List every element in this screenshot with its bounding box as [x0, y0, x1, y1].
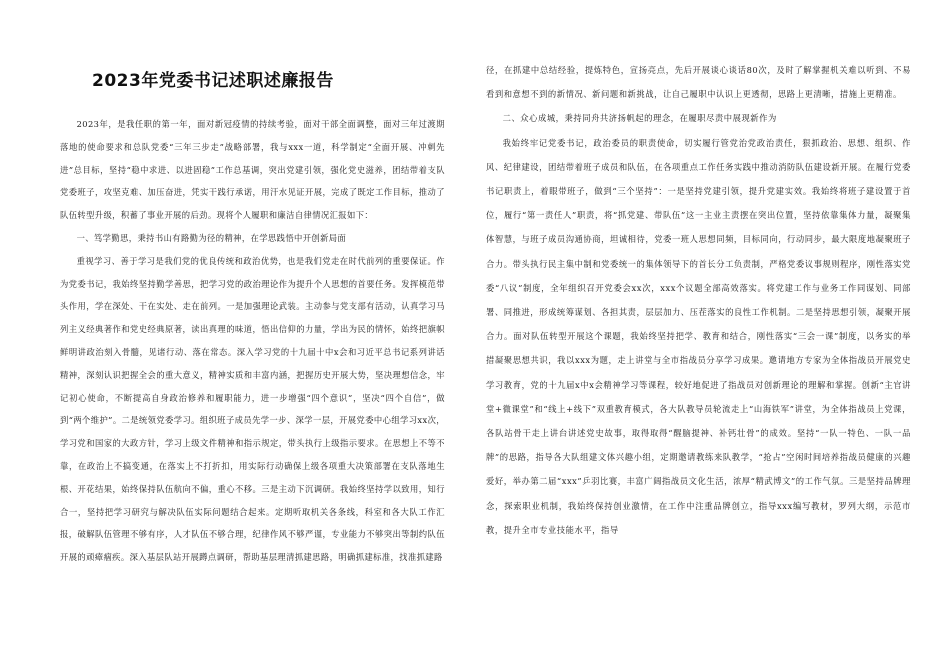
right-column	[486, 58, 911, 672]
paragraph-study: 重视学习、善于学习是我们党的优良传统和政治优势，也是我们党走在时代前列的重要保证。作为党委书记，我始终坚持勤学善思，把学习党的政治理论作为提升个人思想的首要任务。发挥模范带头作用，学在深处、干在实处、走在前列。一是加强理论武装。主动参与党支部有活动，认真学习马列主义经典著作和党史经典原著，读出真理的味道，悟出信仰的力量，学出为民的情怀，始终把旗帜鲜明讲政治刻入骨髓，见诸行动、落在常态。深入学习党的十九届十中x会和习近平总书记系列讲话精神，深刻认识把握全会的重大意义，精神实质和丰富内涵，把握历史开展大势，坚决理想信念，牢记初心使命，不断提高自身政治修养和履职能力，进一步增强“四个意识”，坚决“四个自信”，做到“两个维护”。二是统领党委学习。组织班子成员先学一步、深学一层，开展党委中心组学习xx次，学习党和国家的大政方针，学习上级文件精神和指示规定，带头执行上级指示要求。在思想上不等不靠，在政治上不搞变通，在落实上不打折扣，用实际行动确保上级各项重大决策部署在支队落地生根、开花结果，始终保持队伍航向不偏，重心不移。三是主动下沉调研。我始终坚持学以致用，知行合一，坚持把学习研究与解决队伍实际问题结合起来。定期听取机关各条线，科室和各大队工作汇报，破解队伍管理不够有序，人才队伍不够合理，纪律作风不够严谨，专业能力不够突出等制约队伍开展的顽瘴痼疾。深入基层队站开展蹲点调研，帮助基层理清抓建思路，明确抓建标准，找准抓建路	[60, 255, 445, 563]
document-title: 2023年党委书记述职述廉报告	[92, 71, 334, 91]
paragraph-duty: 我始终牢记党委书记，政治委员的职责使命，切实履行管党治党政治责任，狠抓政治、思想、组织、作风、纪律建设，团结带着班子成员和队伍，在各项重点工作任务实践中推动消防队伍建设新开展。在履行党委书记职责上，着眼带班子，做到“三个坚持”：一是坚持党建引领，提升党建实效。我始终将班子建设置于首位，履行“第一责任人”职责，将“抓党建、带队伍”这一主业主责摆在突出位置，坚持依靠集体力量，凝聚集体智慧，与班子成员沟通协商，坦诚相待，党委一班人思想同频，目标同向，行动同步，最大限度地凝聚班子合力。带头执行民主集中制和党委统一的集体领导下的首长分工负责制，严格党委议事规则程序，刚性落实党委“八议”制度，全年组织召开党委会xx次，xxx个议题全部高效落实。将党建工作与业务工作同谋划、同部署、同推进，形成统筹谋划、各担其责，层层加力、压茬落实的良性工作机制。二是坚持思想引领，凝聚开展合力。面对队伍转型开展这个课题，我始终坚持把学、教育和结合，刚性落实“三会一课”制度，以务实的举措凝聚思想共识，我以xxx为题，走上讲堂与全市指战员分享学习成果。邀请地方专家为全体指战员开展党史学习教育，党的十九届x中x会精神学习等课程，较好地促进了指战员对创新理论的理解和掌握。创新“主官讲堂+微课堂”和“线上+线下”双重教育模式，各大队教导员轮流走上“山海铁军”讲堂，为全体指战员上党课，各队站骨干走上讲台讲述党史故事，取得取得“醒脑提神、补钙壮骨”的成效。坚持“一队一特色、一队一品牌”的思路，指导各大队组建文体兴趣小组，定期邀请教练来队教学，“抢占”空闲时间培养指战员健康的兴趣爱好，举办第二届“xxx”乒羽比赛，丰富广阔指战员文化生活，浓厚“精武博文”的工作气氛。三是坚持品牌理念，探索职业机制，我始终保持创业激情，在工作中注重品牌创立，指导xxx编写教材，罗列大纲，示范市教，提升全市专业技能水平，指导	[486, 137, 911, 535]
paragraph-intro: 2023年，是我任职的第一年，面对新冠疫情的持续考验，面对干部全面调整，面对三年过渡期落地的使命要求和总队党委“三年三步走”战略部署，我与xxx一道，科学制定“全面开展、冲刺先进”总目标，坚持“稳中求进、以进固稳”工作总基调，突出党建引领，强化党史滋养，团结带着支队党委班子，攻坚克难、加压奋进，凭实干践行承诺，用汗水见证开展，完成了既定工作目标，推动了队伍转型升级，积蓄了事业开展的后劲。现将个人履职和廉洁自律情况汇报如下：	[60, 119, 445, 221]
section-heading-1: 一、笃学勤思，秉持书山有路勤为径的精神，在学思践悟中开创新局面	[76, 232, 347, 243]
left-column	[60, 58, 445, 672]
section-heading-2: 二、众心成城，秉持同舟共济扬帆起的理念，在履职尽责中展现新作为	[502, 113, 777, 124]
paragraph-continued: 径，在抓建中总结经验，提炼特色，宣扬亮点，先后开展谈心谈话80次，及时了解掌握机关难以听到、不易看到和意想不到的新情况、新问题和新挑战，让自己履职中认识上更透彻，思路上更清晰，措施上更精准。	[486, 65, 911, 100]
